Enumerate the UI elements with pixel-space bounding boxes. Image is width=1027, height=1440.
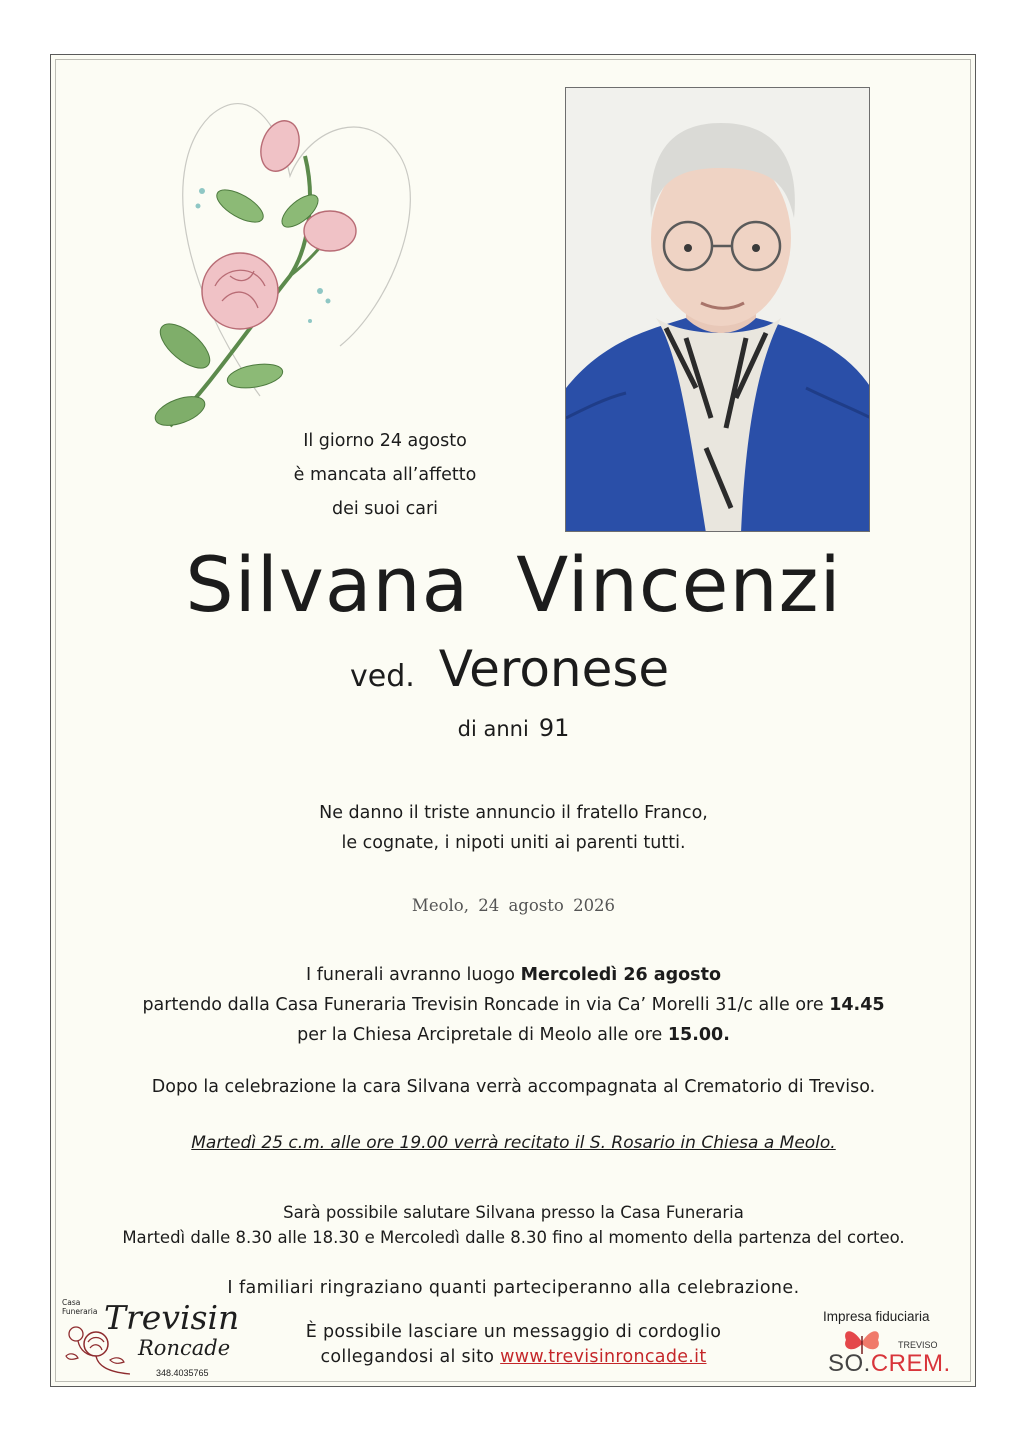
socrem-city: TREVISO: [898, 1340, 938, 1350]
visitation-info: [0, 1200, 1027, 1250]
departure-time: 14.45: [829, 995, 885, 1015]
logo-place: Roncade: [138, 1336, 231, 1360]
visitation-line-2: Martedì dalle 8.30 alle 18.30 e Mercoledì dalle 8.30 fino al momento della partenza del corteo.: [122, 1228, 905, 1247]
logo-cf: [62, 1298, 97, 1316]
portrait-photo: [565, 87, 870, 532]
logo-cf-line-1: Casa: [62, 1298, 81, 1307]
logo-cf-line-2: Funeraria: [62, 1307, 98, 1316]
widow-prefix: ved.: [350, 659, 415, 694]
rose-illustration-icon: [140, 86, 430, 466]
age-value: 91: [538, 714, 570, 742]
intro-text: [250, 424, 520, 526]
dateline: Meolo, 24 agosto 2026: [411, 896, 616, 915]
message-line-1: È possibile lasciare un messaggio di cordoglio: [305, 1322, 722, 1342]
widow-surname: Veronese: [438, 640, 670, 698]
logo-brand: Trevisin: [104, 1298, 240, 1337]
funeral-line-2: [0, 990, 1027, 1020]
announcement-line-1: Ne danno il triste annuncio il fratello Franco,: [319, 803, 708, 823]
logo-phone: 348.4035765: [156, 1368, 209, 1378]
widow-line: [350, 640, 669, 698]
thanks-note: I familiari ringraziano quanti parteciperanno alla celebrazione.: [227, 1278, 800, 1298]
socrem-caption: Impresa fiduciaria: [823, 1309, 930, 1324]
trevisin-roncade-logo: [58, 1294, 248, 1382]
socrem-crem: CREM.: [870, 1350, 951, 1377]
portrait-icon: [566, 88, 870, 532]
cremation-note: Dopo la celebrazione la cara Silvana verrà accompagnata al Crematorio di Treviso.: [151, 1077, 876, 1097]
visitation-line-1: Sarà possibile salutare Silvana presso la Casa Funeraria: [283, 1203, 744, 1222]
socrem-brand: [828, 1350, 951, 1378]
funeral-details: [0, 960, 1027, 1050]
socrem-so: SO.: [828, 1350, 871, 1377]
intro-line-2: è mancata all’affetto: [293, 465, 477, 485]
funeral-line-3-text: per la Chiesa Arcipretale di Meolo alle ore: [297, 1025, 668, 1045]
age-line: [0, 714, 1027, 742]
website-link[interactable]: www.trevisinroncade.it: [500, 1347, 707, 1367]
announcement: [0, 798, 1027, 858]
socrem-logo: [818, 1306, 958, 1386]
intro-line-3: dei suoi cari: [331, 499, 439, 519]
funeral-line-1: [0, 960, 1027, 990]
deceased-name: Silvana Vincenzi: [185, 540, 842, 629]
funeral-line-1-text: I funerali avranno luogo: [306, 965, 521, 985]
church-time: 15.00.: [667, 1025, 730, 1045]
funeral-date: Mercoledì 26 agosto: [520, 965, 721, 985]
rosary-note: Martedì 25 c.m. alle ore 19.00 verrà recitato il S. Rosario in Chiesa a Meolo.: [191, 1133, 836, 1153]
announcement-line-2: le cognate, i nipoti uniti ai parenti tutti.: [341, 833, 686, 853]
funeral-line-3: [0, 1020, 1027, 1050]
intro-line-1: Il giorno 24 agosto: [303, 431, 467, 451]
funeral-line-2-text: partendo dalla Casa Funeraria Trevisin Roncade in via Ca’ Morelli 31/c alle ore: [142, 995, 830, 1015]
age-label: di anni: [457, 717, 529, 741]
message-line-2-text: collegandosi al sito: [320, 1347, 501, 1367]
